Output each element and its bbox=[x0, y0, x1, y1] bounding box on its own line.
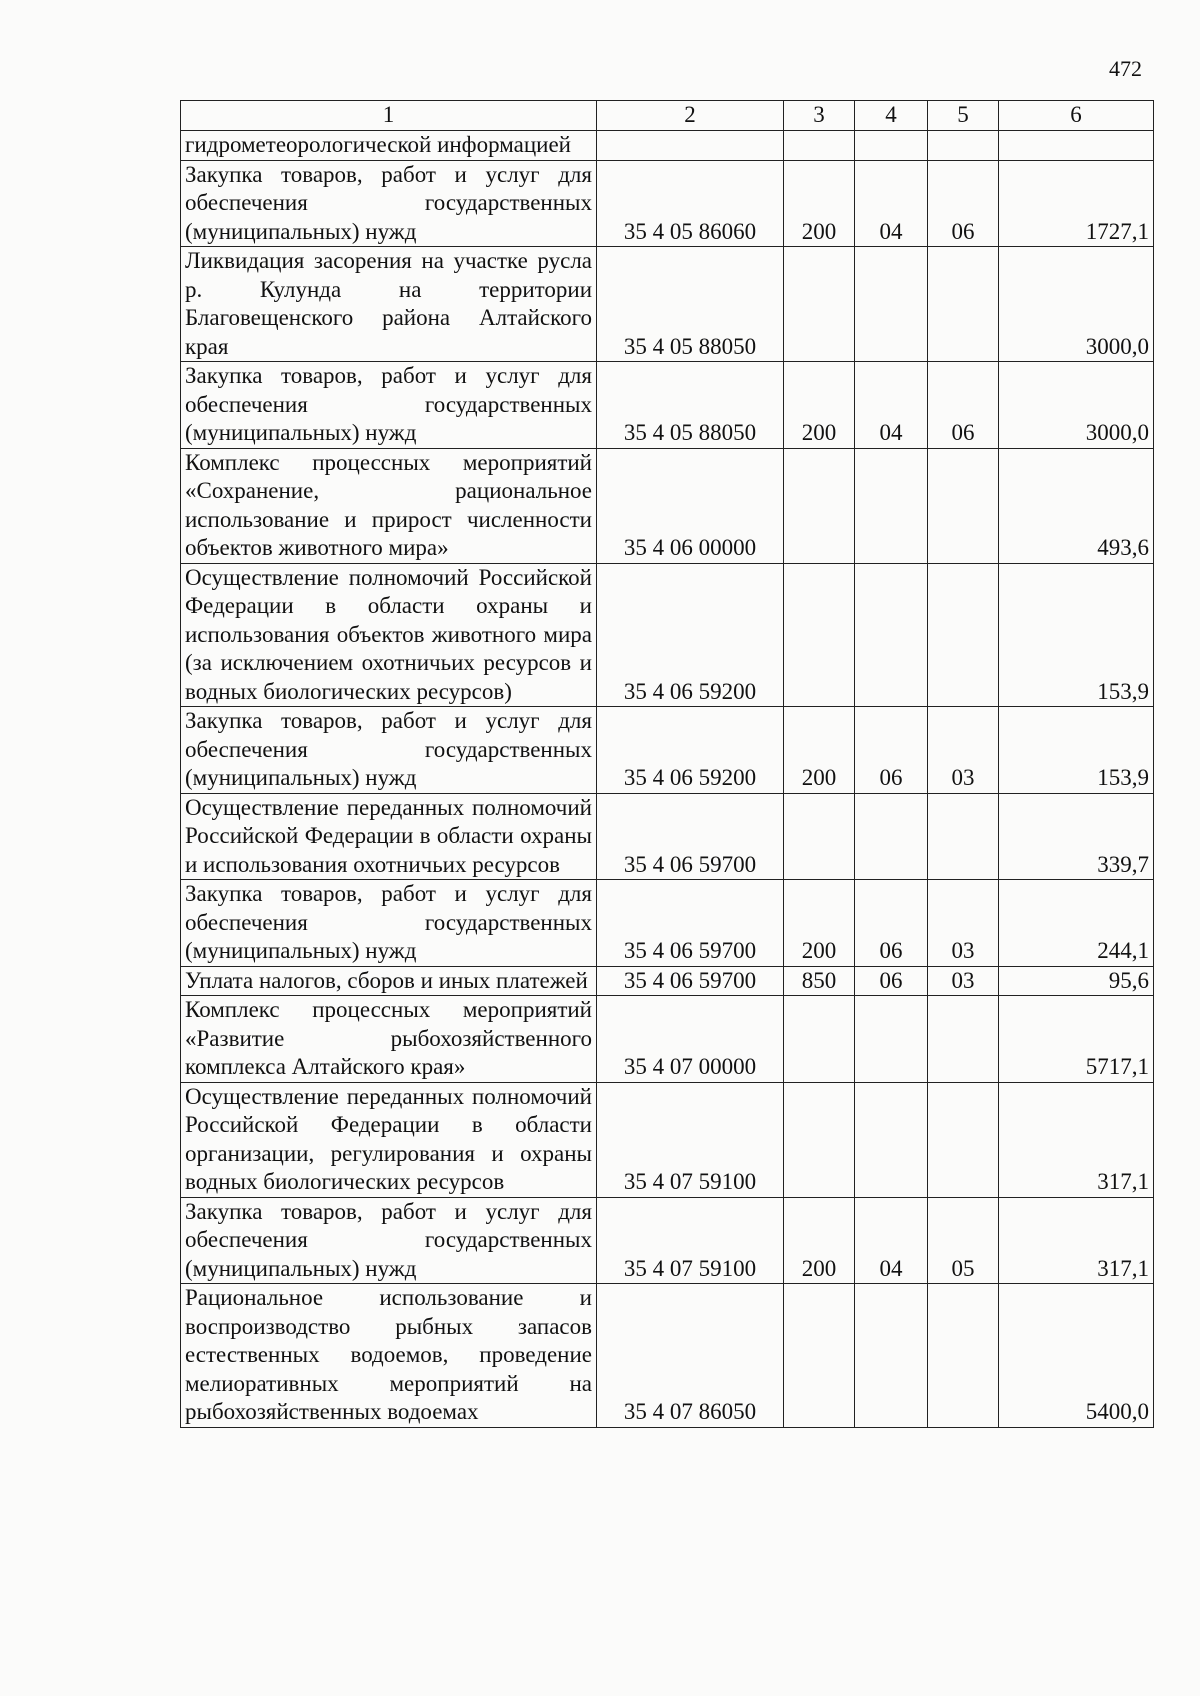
row-amount-cell: 317,1 bbox=[999, 1197, 1154, 1284]
row-expense-type-cell bbox=[784, 448, 855, 563]
row-expense-type-cell bbox=[784, 1082, 855, 1197]
row-amount-cell: 153,9 bbox=[999, 707, 1154, 794]
row-code-cell: 35 4 06 59700 bbox=[597, 966, 784, 996]
row-expense-type-cell bbox=[784, 996, 855, 1083]
table-row bbox=[181, 793, 1154, 880]
row-amount-cell: 5717,1 bbox=[999, 996, 1154, 1083]
row-name-cell: Ликвидация засорения на участке русла р. Кулунда на территории Благовещенского района Алтайского края bbox=[181, 247, 597, 362]
row-subsection-cell bbox=[928, 793, 999, 880]
row-subsection-cell bbox=[928, 131, 999, 161]
row-expense-type-cell bbox=[784, 563, 855, 707]
row-code-cell: 35 4 06 59200 bbox=[597, 707, 784, 794]
row-name-cell: Закупка товаров, работ и услуг для обеспечения государственных (муниципальных) нужд bbox=[181, 880, 597, 967]
row-amount-cell: 339,7 bbox=[999, 793, 1154, 880]
page-number: 472 bbox=[1109, 56, 1142, 81]
row-section-cell: 04 bbox=[855, 362, 928, 449]
row-name-cell: Закупка товаров, работ и услуг для обеспечения государственных (муниципальных) нужд bbox=[181, 160, 597, 247]
row-expense-type-cell: 200 bbox=[784, 160, 855, 247]
row-section-cell bbox=[855, 247, 928, 362]
row-subsection-cell: 03 bbox=[928, 966, 999, 996]
row-amount-cell bbox=[999, 131, 1154, 161]
row-code-cell: 35 4 06 00000 bbox=[597, 448, 784, 563]
row-expense-type-cell: 200 bbox=[784, 880, 855, 967]
row-expense-type-cell: 200 bbox=[784, 707, 855, 794]
row-subsection-cell: 06 bbox=[928, 362, 999, 449]
row-expense-type-cell bbox=[784, 1284, 855, 1428]
row-section-cell bbox=[855, 448, 928, 563]
row-code-cell: 35 4 07 86050 bbox=[597, 1284, 784, 1428]
row-code-cell: 35 4 07 59100 bbox=[597, 1197, 784, 1284]
row-subsection-cell: 06 bbox=[928, 160, 999, 247]
row-expense-type-cell bbox=[784, 131, 855, 161]
row-code-cell: 35 4 06 59700 bbox=[597, 880, 784, 967]
row-name-cell: Комплекс процессных мероприятий «Сохранение, рациональное использование и прирост численности объектов животного мира» bbox=[181, 448, 597, 563]
header-row bbox=[181, 101, 1154, 131]
row-amount-cell: 153,9 bbox=[999, 563, 1154, 707]
table-body bbox=[181, 131, 1154, 1428]
row-amount-cell: 95,6 bbox=[999, 966, 1154, 996]
row-name-cell: Закупка товаров, работ и услуг для обеспечения государственных (муниципальных) нужд bbox=[181, 1197, 597, 1284]
column-header-5: 5 bbox=[928, 101, 999, 131]
row-name-cell: Осуществление переданных полномочий Российской Федерации в области организации, регулирования и охраны водных биологических ресурсов bbox=[181, 1082, 597, 1197]
row-name-cell: Рациональное использование и воспроизводство рыбных запасов естественных водоемов, проведение мелиоративных мероприятий на рыбохозяйственных водоемах bbox=[181, 1284, 597, 1428]
table-header bbox=[181, 101, 1154, 131]
row-subsection-cell bbox=[928, 1284, 999, 1428]
row-code-cell: 35 4 05 86060 bbox=[597, 160, 784, 247]
row-name-cell: Закупка товаров, работ и услуг для обеспечения государственных (муниципальных) нужд bbox=[181, 362, 597, 449]
table-row bbox=[181, 1284, 1154, 1428]
row-name-cell: гидрометеорологической информацией bbox=[181, 131, 597, 161]
table-row bbox=[181, 996, 1154, 1083]
row-section-cell: 04 bbox=[855, 160, 928, 247]
row-code-cell: 35 4 05 88050 bbox=[597, 362, 784, 449]
row-expense-type-cell: 850 bbox=[784, 966, 855, 996]
table-row bbox=[181, 160, 1154, 247]
row-code-cell: 35 4 07 00000 bbox=[597, 996, 784, 1083]
row-code-cell: 35 4 05 88050 bbox=[597, 247, 784, 362]
row-subsection-cell bbox=[928, 1082, 999, 1197]
row-section-cell bbox=[855, 793, 928, 880]
row-amount-cell: 493,6 bbox=[999, 448, 1154, 563]
row-amount-cell: 1727,1 bbox=[999, 160, 1154, 247]
row-code-cell: 35 4 06 59200 bbox=[597, 563, 784, 707]
row-section-cell bbox=[855, 1284, 928, 1428]
budget-table bbox=[180, 100, 1154, 1428]
column-header-1: 1 bbox=[181, 101, 597, 131]
row-subsection-cell: 05 bbox=[928, 1197, 999, 1284]
column-header-2: 2 bbox=[597, 101, 784, 131]
row-subsection-cell: 03 bbox=[928, 707, 999, 794]
row-name-cell: Комплекс процессных мероприятий «Развитие рыбохозяйственного комплекса Алтайского края» bbox=[181, 996, 597, 1083]
row-amount-cell: 5400,0 bbox=[999, 1284, 1154, 1428]
row-expense-type-cell bbox=[784, 247, 855, 362]
table-row bbox=[181, 707, 1154, 794]
row-name-cell: Осуществление переданных полномочий Российской Федерации в области охраны и использования охотничьих ресурсов bbox=[181, 793, 597, 880]
table-row bbox=[181, 448, 1154, 563]
row-subsection-cell: 03 bbox=[928, 880, 999, 967]
table-row bbox=[181, 131, 1154, 161]
table-row bbox=[181, 966, 1154, 996]
row-subsection-cell bbox=[928, 247, 999, 362]
row-section-cell: 06 bbox=[855, 880, 928, 967]
column-header-6: 6 bbox=[999, 101, 1154, 131]
row-amount-cell: 317,1 bbox=[999, 1082, 1154, 1197]
row-section-cell bbox=[855, 563, 928, 707]
row-name-cell: Осуществление полномочий Российской Федерации в области охраны и использования объектов животного мира (за исключением охотничьих ресурсов и водных биологических ресурсов) bbox=[181, 563, 597, 707]
row-expense-type-cell: 200 bbox=[784, 362, 855, 449]
row-section-cell: 04 bbox=[855, 1197, 928, 1284]
row-section-cell bbox=[855, 996, 928, 1083]
table-row bbox=[181, 1082, 1154, 1197]
table-row bbox=[181, 880, 1154, 967]
row-amount-cell: 3000,0 bbox=[999, 362, 1154, 449]
row-section-cell bbox=[855, 1082, 928, 1197]
row-amount-cell: 3000,0 bbox=[999, 247, 1154, 362]
row-subsection-cell bbox=[928, 563, 999, 707]
table-row bbox=[181, 1197, 1154, 1284]
row-section-cell: 06 bbox=[855, 966, 928, 996]
row-section-cell bbox=[855, 131, 928, 161]
table-row bbox=[181, 362, 1154, 449]
row-subsection-cell bbox=[928, 996, 999, 1083]
row-subsection-cell bbox=[928, 448, 999, 563]
row-code-cell bbox=[597, 131, 784, 161]
table-row bbox=[181, 563, 1154, 707]
row-expense-type-cell bbox=[784, 793, 855, 880]
row-name-cell: Закупка товаров, работ и услуг для обеспечения государственных (муниципальных) нужд bbox=[181, 707, 597, 794]
row-expense-type-cell: 200 bbox=[784, 1197, 855, 1284]
column-header-4: 4 bbox=[855, 101, 928, 131]
row-name-cell: Уплата налогов, сборов и иных платежей bbox=[181, 966, 597, 996]
row-code-cell: 35 4 07 59100 bbox=[597, 1082, 784, 1197]
column-header-3: 3 bbox=[784, 101, 855, 131]
row-amount-cell: 244,1 bbox=[999, 880, 1154, 967]
row-section-cell: 06 bbox=[855, 707, 928, 794]
row-code-cell: 35 4 06 59700 bbox=[597, 793, 784, 880]
table-row bbox=[181, 247, 1154, 362]
